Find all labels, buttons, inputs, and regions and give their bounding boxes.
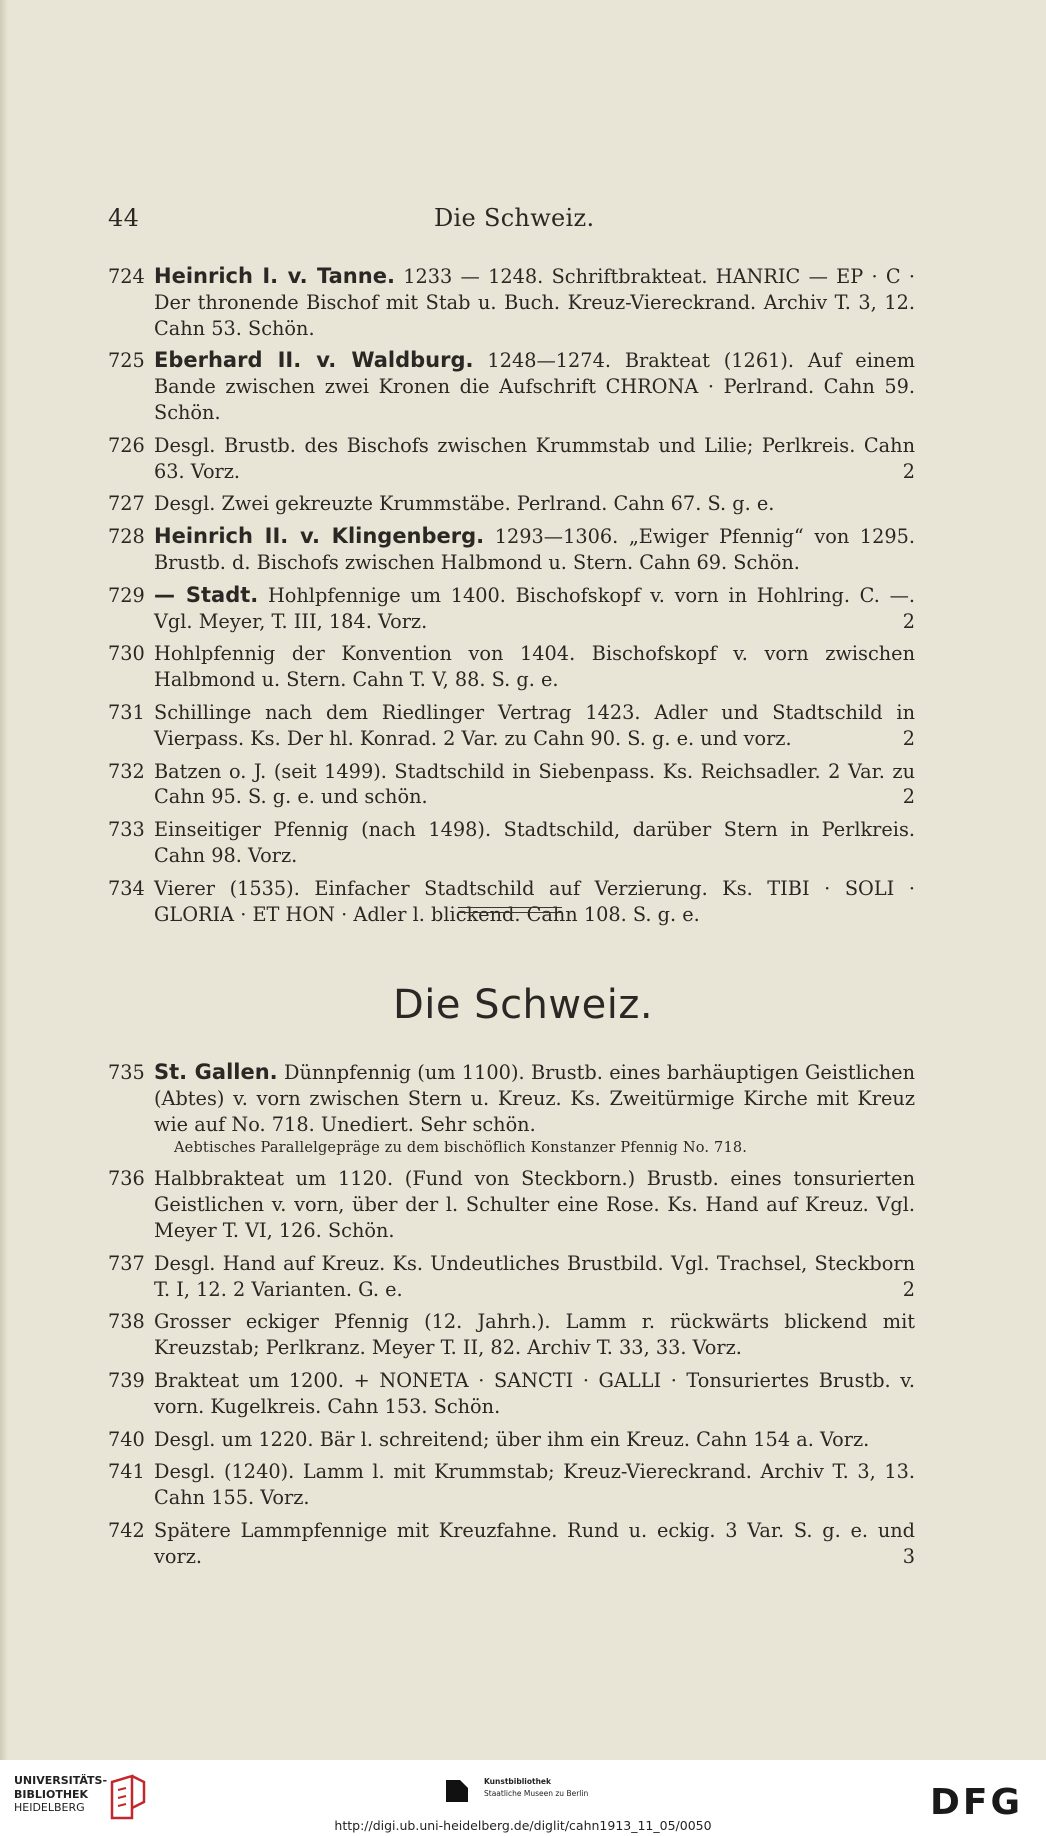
catalog-entry [108,1166,915,1243]
entry-text: Einseitiger Pfennig (nach 1498). Stadtschild, darüber Stern in Perlkreis. Cahn 98. Vorz. [154,818,915,867]
catalog-entry [108,583,915,635]
entry-text: Brakteat um 1200. + NONETA · SANCTI · GALLI · Tonsuriertes Brustb. v. vorn. Kugelkreis. Cahn 153. Schön. [154,1368,915,1418]
entry-number: 737 [108,1251,145,1275]
entry-title: Heinrich I. v. Tanne. [154,264,395,288]
catalog-entry [108,491,915,517]
entry-number: 729 [108,583,145,607]
catalog-entry [108,817,915,869]
entry-title: Heinrich II. v. Klingenberg. [154,524,485,549]
entry-quantity: 2 [902,726,915,750]
uni-logo-line2: BIBLIOTHEK [14,1787,89,1801]
catalog-entry [108,876,915,928]
catalog-entry [108,700,915,752]
entry-text: Dünnpfennig (um 1100). Brustb. eines barhäuptigen Geistlichen (Abtes) v. vorn zwischen Stern u. Kreuz. Ks. Zweitürmige Kirche mit Kreuz wie auf No. 718. Unediert. Sehr schön. [154,1061,916,1136]
catalog-entry [108,1368,915,1420]
catalog-entry [108,641,915,693]
catalog-entries-after [108,1060,915,1577]
entry-text: Vierer (1535). Einfacher Stadtschild auf Verzierung. Ks. TIBI · SOLI · GLORIA · ET HON · Adler l. blickend. Cahn 108. S. g. e. [154,876,915,926]
entry-number: 732 [108,759,145,783]
entry-text: Batzen o. J. (seit 1499). Stadtschild in Siebenpass. Ks. Reichsadler. 2 Var. zu Cahn 95. S. g. e. und schön. [154,759,915,809]
entry-text: Grosser eckiger Pfennig (12. Jahrh.). Lamm r. rückwärts blickend mit Kreuzstab; Perlkranz. Meyer T. II, 82. Archiv T. 33, 33. Vorz. [154,1310,915,1360]
uni-logo-line3: HEIDELBERG [14,1801,85,1814]
entry-number: 739 [108,1368,145,1392]
entry-number: 724 [108,265,145,288]
entry-title: — Stadt. [154,582,259,607]
entry-number: 734 [108,876,145,900]
uni-logo-line1: UNIVERSITÄTS- [14,1774,108,1787]
entry-number: 733 [108,818,145,842]
entry-number: 735 [108,1061,145,1084]
catalog-entries-before [108,264,915,934]
entry-number: 728 [108,525,145,549]
entry-quantity: 2 [902,459,915,483]
catalog-entry [108,759,915,811]
kunstbibliothek-text [484,1776,588,1800]
entry-quantity: 3 [902,1544,915,1568]
permalink-url[interactable]: http://digi.ub.uni-heidelberg.de/diglit/cahn1913_11_05/0050 [334,1818,712,1833]
university-library-logo[interactable] [14,1774,107,1815]
dfg-logo[interactable]: DFG [930,1782,1024,1823]
entry-title: St. Gallen. [154,1060,278,1084]
catalog-entry [108,264,915,341]
entry-number: 730 [108,642,145,666]
entry-text: Desgl. Brustb. des Bischofs zwischen Krummstab und Lilie; Perlkreis. Cahn 63. Vorz. [154,433,915,483]
entry-quantity: 2 [902,1277,915,1301]
kb-line1: Kunstbibliothek [484,1777,552,1786]
entry-text: Halbbrakteat um 1120. (Fund von Steckborn.) Brustb. eines tonsurierten Geistlichen v. vorn, über der l. Schulter eine Rose. Ks. Hand auf Kreuz. Vgl. Meyer T. VI, 126. Schön. [154,1167,915,1242]
catalog-entry [108,1309,915,1361]
entry-quantity: 2 [902,785,915,809]
catalog-entry [108,1251,915,1303]
catalog-entry [108,1518,915,1570]
entry-number: 741 [108,1460,145,1484]
entry-text: 1293—1306. „Ewiger Pfennig“ von 1295. Brustb. d. Bischofs zwischen Halbmond u. Stern. Cahn 69. Schön. [154,525,915,574]
catalog-entry [108,433,915,485]
page-edge-shadow [0,0,8,1760]
entry-text: Desgl. um 1220. Bär l. schreitend; über ihm ein Kreuz. Cahn 154 a. Vorz. [154,1427,870,1451]
entry-text: Spätere Lammpfennige mit Kreuzfahne. Rund u. eckig. 3 Var. S. g. e. und vorz. [154,1518,915,1568]
entry-text: 1233 — 1248. Schriftbrakteat. HANRIC — EP · C · Der thronende Bischof mit Stab u. Buch. Kreuz-Viereckrand. Archiv T. 3, 12. Cahn 53. Schön. [154,265,915,340]
entry-text: Hohlpfennig der Konvention von 1404. Bischofskopf v. vorn zwischen Halbmond u. Stern. Cahn T. V, 88. S. g. e. [154,642,915,692]
entry-text: Desgl. Hand auf Kreuz. Ks. Undeutliches Brustbild. Vgl. Trachsel, Steckborn T. I, 12. 2 Varianten. G. e. [154,1251,915,1301]
university-library-mark-icon [108,1772,148,1822]
entry-number: 727 [108,492,145,516]
entry-number: 742 [108,1518,145,1542]
entry-number: 736 [108,1167,145,1191]
double-rule-divider [458,907,562,913]
entry-text: 1248—1274. Brakteat (1261). Auf einem Bande zwischen zwei Kronen die Aufschrift CHRONA · Perlrand. Cahn 59. Schön. [154,349,915,424]
entry-number: 731 [108,700,145,724]
section-heading: Die Schweiz. [392,982,654,1028]
kunstbibliothek-logo[interactable] [446,1774,626,1808]
entry-number: 725 [108,349,145,373]
entry-number: 726 [108,433,145,457]
entry-number: 740 [108,1427,145,1451]
entry-footnote: Aebtisches Parallelgepräge zu dem bischöflich Konstanzer Pfennig No. 718. [174,1140,748,1157]
entry-title: Eberhard II. v. Waldburg. [154,348,474,373]
kunstbibliothek-mark-icon [446,1780,468,1802]
running-title: Die Schweiz. [434,204,595,232]
entry-quantity: 2 [902,609,915,633]
entry-text: Desgl. (1240). Lamm l. mit Krummstab; Kreuz-Viereckrand. Archiv T. 3, 13. Cahn 155. Vorz. [154,1460,915,1510]
entry-text: Desgl. Zwei gekreuzte Krummstäbe. Perlrand. Cahn 67. S. g. e. [154,492,775,516]
catalog-entry [108,1427,915,1453]
catalog-entry [108,348,915,425]
entry-text: Hohlpfennige um 1400. Bischofskopf v. vorn in Hohlring. C. —. Vgl. Meyer, T. III, 184. Vorz. [154,583,915,633]
catalog-entry [108,1459,915,1511]
entry-number: 738 [108,1310,145,1334]
page-number: 44 [108,204,140,232]
catalog-entry [108,524,915,576]
entry-text: Schillinge nach dem Riedlinger Vertrag 1423. Adler und Stadtschild in Vierpass. Ks. Der hl. Konrad. 2 Var. zu Cahn 90. S. g. e. und vorz. [154,700,915,750]
catalog-entry [108,1060,915,1159]
running-header [108,204,915,234]
kb-line2: Staatliche Museen zu Berlin [484,1789,589,1798]
viewer-footer [0,1760,1046,1836]
